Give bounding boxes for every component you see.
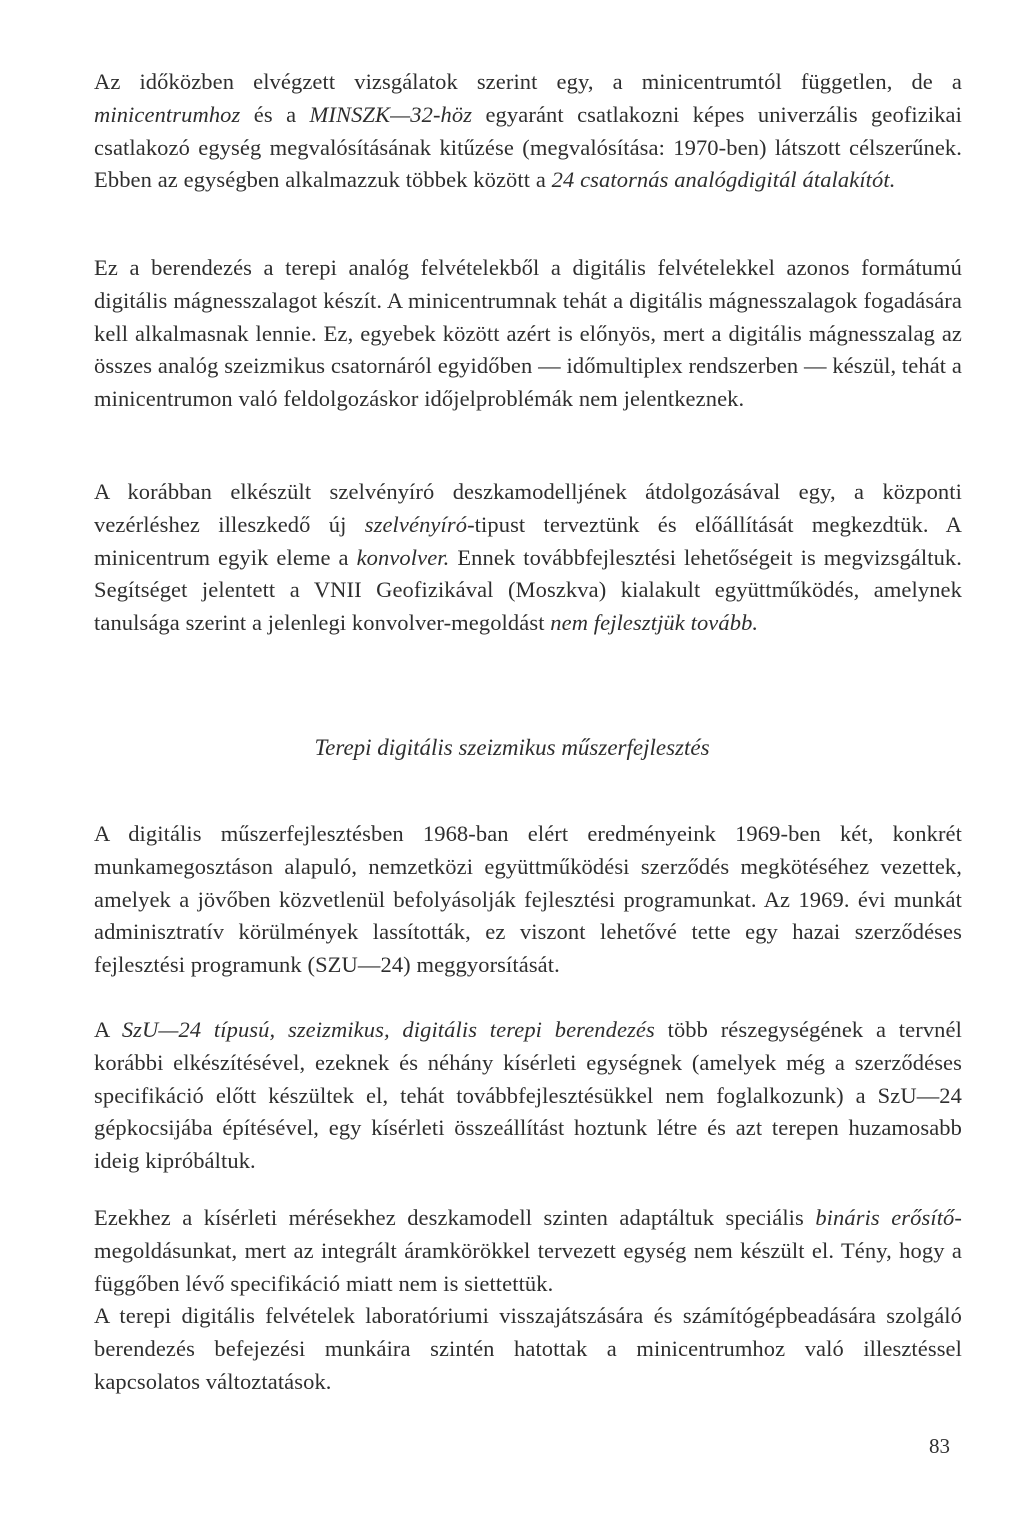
paragraph-universal-geophysics-unit [94, 66, 962, 197]
paragraph-text [94, 476, 962, 640]
text-run: A digitális műszerfejlesztésben 1968-ban elért eredményeink 1969-ben két, konkrét munkamegosztáson alapuló, nemzetközi együttműködési szerződés megkötéséhez vezettek, amelyek a jövőben közvetlenül befolyásolják fejlesztési programunkat. Az 1969. évi munkát adminisztratív körülmények lassították, ez viszont lehetővé tette egy hazai szerződéses fejlesztési programunk (SZU—24) meggyorsítását. [94, 821, 962, 978]
italic-run: nem fejlesztjük tovább. [550, 610, 759, 636]
italic-run: 24 csatornás analógdigitál átalakítót. [551, 167, 896, 193]
text-run: Ez a berendezés a terepi analóg felvételekből a digitális felvételekkel azonos formátumú digitális mágnesszalagot készít. A minicentrumnak tehát a digitális mágnesszalagok fogadására kell alkalmasnak lennie. Ez, egyebek között azért is előnyös, mert a digitális mágnesszalag az összes analóg szeizmikus csatornáról egyidőben — időmultiplex rendszerben — készül, tehát a minicentrumon való feldolgozáskor időjelproblémák nem jelentkeznek. [94, 255, 962, 412]
text-run: A terepi digitális felvételek laboratóriumi visszajátszására és számítógépbeadására szolgáló berendezés befejezési munkáira szintén hatottak a minicentrumhoz való illesztéssel kapcsolatos változtatások. [94, 1303, 962, 1394]
italic-run: minicentrumhoz [94, 101, 241, 127]
text-run: és a [240, 101, 310, 127]
section-heading: Terepi digitális szeizmikus műszerfejlesztés [314, 735, 710, 760]
italic-run: bináris erősítő [815, 1205, 955, 1230]
paragraph-binary-amplifier-and-playback [94, 1202, 962, 1399]
page-number: 83 [929, 1434, 950, 1458]
paragraph-text [94, 252, 962, 416]
paragraph-szu24-equipment [94, 1014, 962, 1178]
text-run: egyaránt csatlakozni képes univerzális geofizikai csatlakozó egység megvalósításának kitűzése (megvalósítása: 1970-ben) látszott célszerűnek. Ebben az egységben alkalmazzuk többek között a [94, 101, 962, 193]
paragraph-text [94, 818, 962, 982]
text-run: -tipust terveztünk és előállítását megkezdtük. A minicentrum egyik eleme a [94, 511, 962, 570]
paragraph-text [94, 66, 962, 197]
italic-run: szelvényíró [364, 511, 468, 537]
text-run: A korábban elkészült szelvényíró deszkamodelljének átdolgozásával egy, a központi vezérléshez illeszkedő új [94, 479, 962, 537]
italic-run: MINSZK—32-höz [309, 101, 473, 127]
paragraph-plotter-convolver [94, 476, 962, 640]
text-run: Ezekhez a kísérleti mérésekhez deszkamodell szinten adaptáltuk speciális [94, 1205, 816, 1230]
paragraph-instrument-development [94, 818, 962, 982]
text-run: Az időközben elvégzett vizsgálatok szerint egy, a minicentrumtól független, de a [94, 69, 962, 94]
text-run: -megoldásunkat, mert az integrált áramkörökkel tervezett egység nem készült el. Tény, hogy a függőben lévő specifikáció miatt nem is siettettük. [94, 1205, 962, 1296]
italic-run: konvolver. [356, 544, 450, 570]
text-run: Ennek továbbfejlesztési lehetőségeit is megvizsgáltuk. Segítséget jelentett a VNII Geofizikával (Moszkva) kialakult együttműködés, amelynek tanulsága szerint a jelenlegi konvolver-megoldást [94, 544, 963, 636]
italic-run: SzU—24 típusú, szeizmikus, digitális terepi berendezés [121, 1017, 655, 1042]
paragraph-digital-tape [94, 252, 962, 416]
text-run: A [94, 1017, 122, 1042]
paragraph-text [94, 1014, 962, 1178]
paragraph-text [94, 1202, 962, 1300]
paragraph-text [94, 1300, 962, 1398]
text-run: több részegységének a tervnél korábbi elkészítésével, ezeknek és néhány kísérleti egységnek (amelyek még a szerződéses specifikáció előtt készültek el, tehát továbbfejlesztésükkel nem foglalkozunk) a SzU—24 gépkocsijába építésével, egy kísérleti összeállítást hoztunk létre és azt terepen huzamosabb ideig kipróbáltuk. [94, 1017, 962, 1174]
